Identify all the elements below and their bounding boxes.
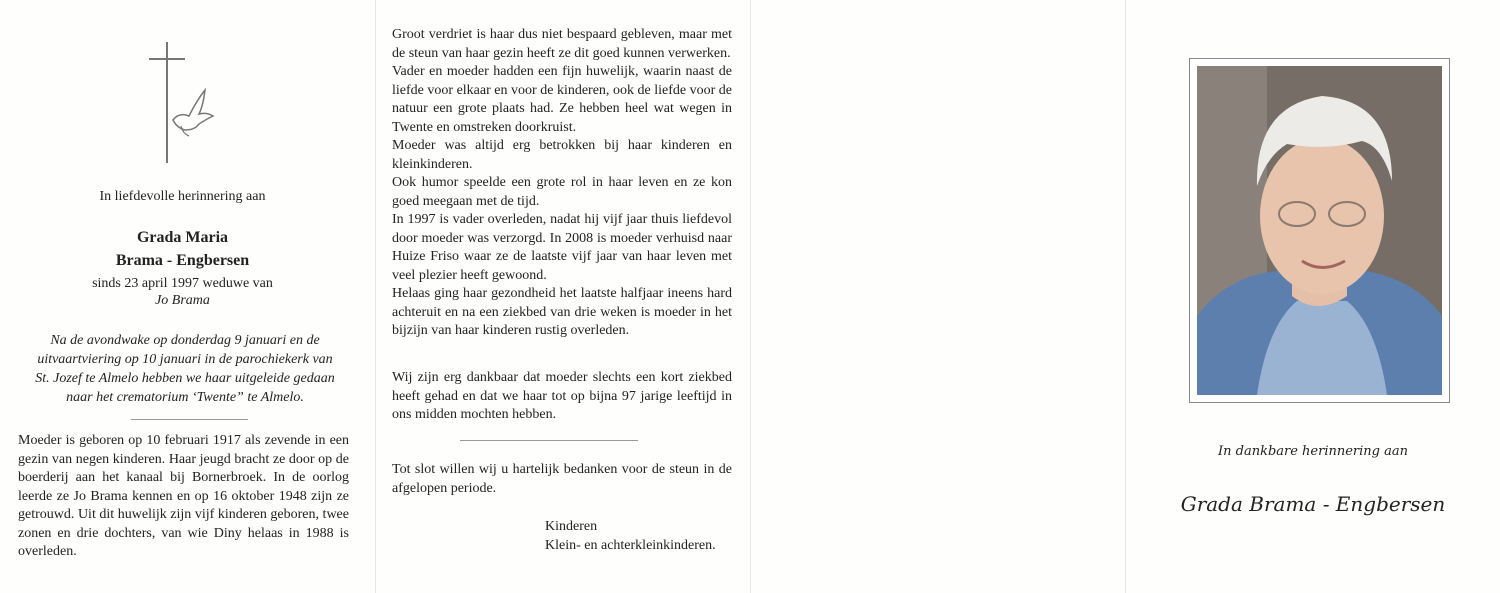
card-panel-blank <box>751 0 1125 593</box>
life-story-paragraph: In 1997 is vader overleden, nadat hij vijf jaar thuis liefdevol door moeder was verzorgd. In 2008 is moeder verhuisd naar Huize Friso waar ze de laatste vijf jaar van haar leven met veel plezier heeft gewoond. <box>392 212 732 283</box>
card-panel-left <box>0 0 375 593</box>
intro-text: In liefdevolle herinnering aan <box>99 189 266 204</box>
gratitude-paragraph: Wij zijn erg dankbaar dat moeder slechts een kort ziekbed heeft gehad en dat we haar tot op bijna 97 jarige leeftijd in ons midden mochten hebben. <box>392 370 732 422</box>
signature-grandchildren: Klein- en achterkleinkinderen. <box>545 538 716 553</box>
life-story-paragraph: Moeder was altijd erg betrokken bij haar kinderen en kleinkinderen. <box>392 138 732 172</box>
cross-and-dove-icon <box>145 40 220 165</box>
ceremony-line: St. Jozef te Almelo hebben we haar uitgeleide gedaan <box>35 371 335 386</box>
life-story-paragraph: Helaas ging haar gezondheid het laatste halfjaar ineens hard achteruit en na een ziekbed van drie weken is moeder in het bijzijn van haar kinderen rustig overleden. <box>392 286 732 338</box>
life-story-paragraph: Groot verdriet is haar dus niet bespaard gebleven, maar met de steun van haar gezin heeft ze dit goed kunnen verwerken. <box>392 27 732 61</box>
ceremony-line: uitvaartviering op 10 januari in de parochiekerk van <box>37 352 333 367</box>
biography-paragraph: Moeder is geboren op 10 februari 1917 als zevende in een gezin van negen kinderen. Haar jeugd bracht ze door op de boerderij aan het kanaal bij Bornerbroek. In de oorlog leerde ze Jo Brama kennen en op 16 oktober 1948 zijn ze getrouwd. Uit dit huwelijk zijn vijf kinderen geboren, twee zonen en drie dochters, van wie Diny helaas in 1988 is overleden. <box>18 433 349 559</box>
portrait-photo <box>1197 66 1442 395</box>
card-panel-text <box>376 0 750 593</box>
ceremony-line: Na de avondwake op donderdag 9 januari en de <box>50 333 320 348</box>
life-story-paragraph: Ook humor speelde een grote rol in haar leven en ze kon goed meegaan met de tijd. <box>392 175 732 209</box>
life-story-paragraph: Vader en moeder hadden een fijn huwelijk, waarin naast de liefde voor elkaar en voor de kinderen, ook de liefde voor de natuur een grote plaats had. Ze hebben heel wat wegen in Twente en omstreken doorkruist. <box>392 64 732 135</box>
deceased-name-line2: Brama - Engbersen <box>115 252 250 269</box>
remembrance-text: In dankbare herinnering aan <box>1217 444 1409 459</box>
deceased-name-line1: Grada Maria <box>136 229 229 246</box>
widow-line: sinds 23 april 1997 weduwe van <box>92 276 273 291</box>
divider <box>460 440 638 441</box>
signature-children: Kinderen <box>545 519 598 534</box>
ceremony-line: naar het crematorium ‘Twente” te Almelo. <box>66 390 304 405</box>
portrait-frame <box>1189 58 1450 403</box>
ceremony-paragraph <box>30 331 340 407</box>
divider <box>131 419 248 420</box>
husband-name: Jo Brama <box>155 293 210 308</box>
thanks-paragraph: Tot slot willen wij u hartelijk bedanken voor de steun in de afgelopen periode. <box>392 462 732 496</box>
life-story <box>392 26 732 341</box>
card-panel-cover <box>1126 0 1500 593</box>
cover-name: Grada Brama - Engbersen <box>1180 492 1446 516</box>
portrait-illustration <box>1197 66 1442 395</box>
